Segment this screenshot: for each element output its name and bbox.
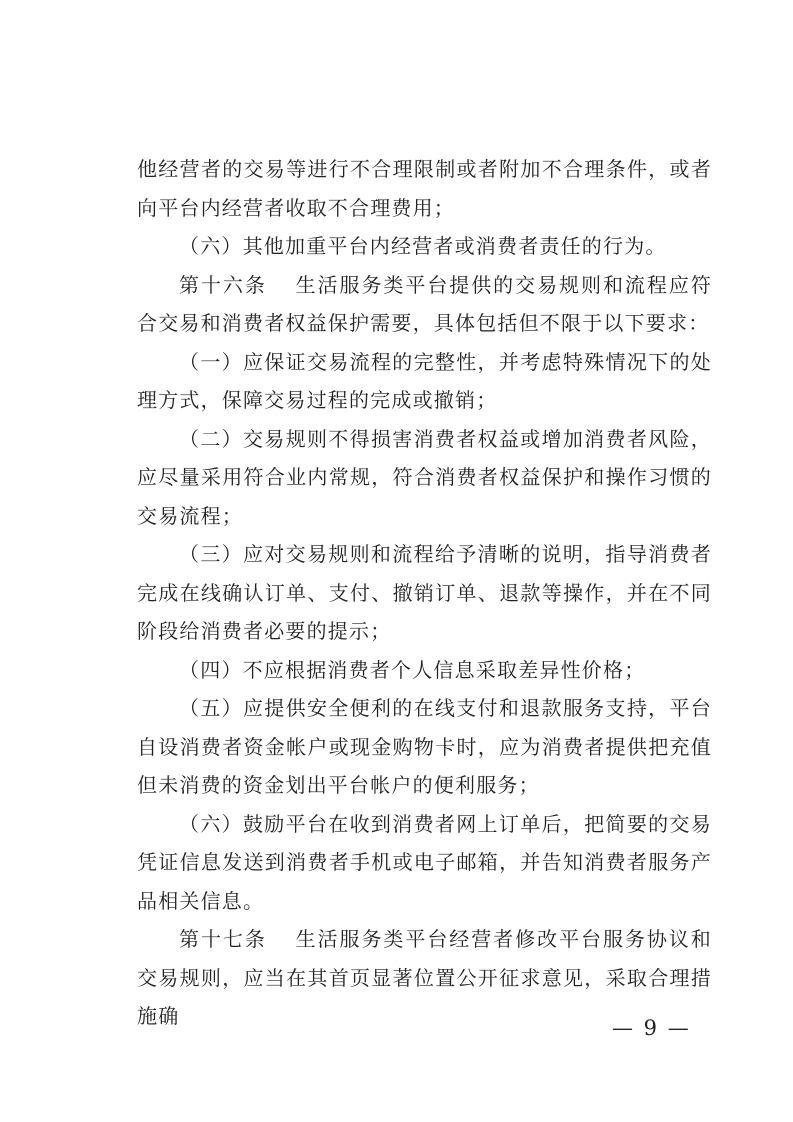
paragraph-item-6-prohibited: （六）其他加重平台内经营者或消费者责任的行为。: [179, 234, 667, 258]
body-text: [137, 150, 712, 1036]
paragraph-item-1: （一）应保证交易流程的完整性，并考虑特殊情况下的处理方式，保障交易过程的完成或撤销；: [137, 349, 712, 412]
paragraph-item-4: （四）不应根据消费者个人信息采取差异性价格；: [179, 657, 646, 682]
paragraph-item-3: （三）应对交易规则和流程给予清晰的说明，指导消费者完成在线确认订单、支付、撤销订单、退款等操作，并在不同阶段给消费者必要的提示；: [137, 542, 712, 643]
article-16-number: 第十六条: [179, 272, 267, 297]
paragraph-article-16: [137, 266, 712, 343]
paragraph-item-2: （二）交易规则不得损害消费者权益或增加消费者风险，应尽量采用符合业内常规，符合消费者权益保护和操作习惯的交易流程；: [137, 426, 712, 528]
paragraph-item-6: （六）鼓励平台在收到消费者网上订单后，把简要的交易凭证信息发送到消费者手机或电子邮箱，并告知消费者服务产品相关信息。: [137, 811, 712, 913]
article-16-text: 生活服务类平台提供的交易规则和流程应符合交易和消费者权益保护需要，具体包括但不限于以下要求：: [137, 272, 712, 335]
article-17-number: 第十七条: [179, 927, 267, 951]
paragraph-continuation: 他经营者的交易等进行不合理限制或者附加不合理条件，或者向平台内经营者收取不合理费用；: [137, 157, 712, 220]
page-number: — 9 —: [612, 1016, 691, 1040]
paragraph-item-5: （五）应提供安全便利的在线支付和退款服务支持，平台自设消费者资金帐户或现金购物卡时，应为消费者提供把充值但未消费的资金划出平台帐户的便利服务；: [137, 696, 712, 797]
article-17-text: 生活服务类平台经营者修改平台服务协议和交易规则，应当在其首页显著位置公开征求意见，采取合理措施确: [137, 927, 712, 1028]
